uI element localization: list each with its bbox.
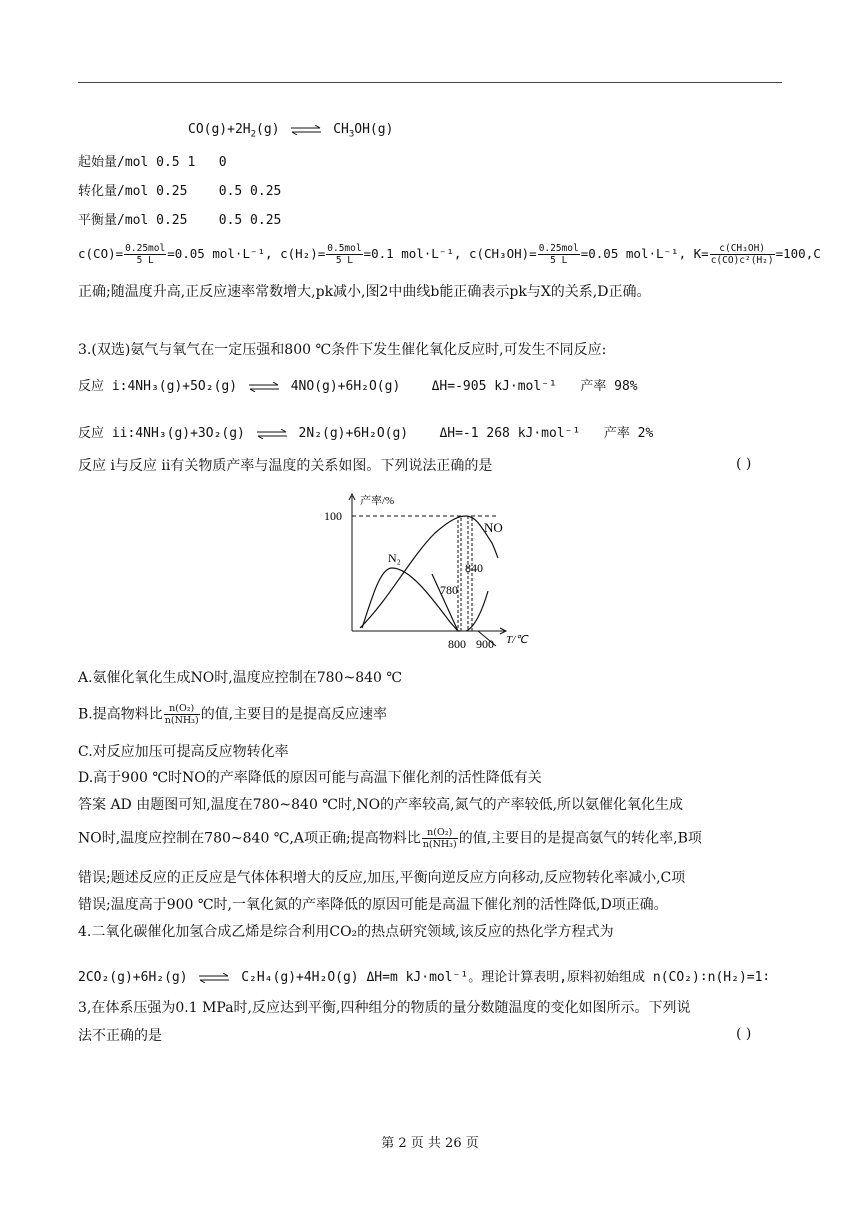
equilibrium-arrow-icon	[199, 973, 229, 983]
table-row: 平衡量/mol 0.25 0.5 0.25	[78, 213, 282, 228]
question-3-intro: 3.(双选)氨气与氧气在一定压强和800 ℃条件下发生催化氧化反应时,可发生不同反应:	[78, 342, 607, 358]
question-4-line-3: 3,在体系压强为0.1 MPa时,反应达到平衡,四种组分的物质的量分数随温度的变化如图所示。下列说	[78, 1000, 691, 1016]
label-n2: N₂	[388, 551, 401, 565]
reaction-i: 反应 i:4NH₃(g)+5O₂(g) 4NO(g)+6H₂O(g) ΔH=-905 kJ·mol⁻¹ 产率 98%	[78, 379, 638, 394]
y-axis-label: 产率/%	[360, 495, 395, 507]
page-footer: 第 2 页 共 26 页	[381, 1136, 479, 1151]
label-780: 780	[440, 583, 458, 597]
answer-blank: ( )	[736, 1026, 752, 1042]
yield-temperature-figure	[320, 488, 540, 653]
label-900: 900	[476, 637, 494, 651]
question-4-equation: 2CO₂(g)+6H₂(g) C₂H₄(g)+4H₂O(g) ΔH=m kJ·mol⁻¹。理论计算表明,原料初始组成 n(CO₂)∶n(H₂)=1∶	[78, 970, 771, 985]
label-800: 800	[448, 637, 466, 651]
option-b: B.提高物料比 $\frac{\text{n(O₂)}}{\text{n(NH₃)}}$ 的值,主要目的是提高反应速率	[78, 703, 388, 726]
n2-rise-curve	[466, 591, 488, 631]
header-rule	[78, 82, 782, 83]
label-no: NO	[484, 520, 503, 535]
paragraph-line: 正确;随温度升高,正反应速率常数增大,pk减小,图2中曲线b能正确表示pk与X的关系,D正确。	[78, 284, 651, 300]
option-a: A.氨催化氧化生成NO时,温度应控制在780~840 ℃	[78, 670, 403, 686]
answer-line-3: 错误;题述反应的正反应是气体体积增大的反应,加压,平衡向逆反应方向移动,反应物转化率减小,C项	[78, 870, 686, 886]
equilibrium-equation: $CO(g)+2H_2(g)$ $CH_3OH(g)$	[188, 122, 394, 140]
equilibrium-arrow-icon	[249, 382, 279, 392]
question-3-stem: 反应 i与反应 ii有关物质产率与温度的关系如图。下列说法正确的是	[78, 458, 493, 474]
y-tick-100: 100	[324, 509, 342, 523]
equilibrium-arrow-icon	[291, 125, 321, 135]
option-c: C.对反应加压可提高反应物转化率	[78, 744, 289, 760]
question-4-line-4: 法不正确的是	[78, 1028, 162, 1044]
concentration-calculation: c(CO)= $\frac{\text{0.25mol}}{5 L}$ =0.05 mol·L⁻¹, c(H₂)= $\frac{\text{0.5mol}}{5 L}$ =0.1 mol·L⁻¹, c(CH₃OH)= $\frac{\text{0.25mol}}{5 L}$ =0.05 mol·L⁻¹, K= $\frac{\text{c(CH₃OH)}}{\text{c(CO)c²(H₂)}}$ =100,C	[78, 243, 821, 266]
question-4-line-1: 4.二氧化碳催化加氢合成乙烯是综合利用CO₂的热点研究领域,该反应的热化学方程式为	[78, 924, 614, 940]
reaction-ii: 反应 ii:4NH₃(g)+3O₂(g) 2N₂(g)+6H₂O(g) ΔH=-1 268 kJ·mol⁻¹ 产率 2%	[78, 426, 654, 441]
answer-line-2: NO时,温度应控制在780~840 ℃,A项正确;提高物料比 $\frac{\text{n(O₂)}}{\text{n(NH₃)}}$ 的值,主要目的是提高氨气的转化率,B项	[78, 827, 702, 850]
answer-line-4: 错误;温度高于900 ℃时,一氧化氮的产率降低的原因可能是高温下催化剂的活性降低,D项正确。	[78, 897, 668, 913]
answer-line-1: 答案 AD 由题图可知,温度在780~840 ℃时,NO的产率较高,氮气的产率较低,所以氨催化氧化生成	[78, 797, 684, 813]
equilibrium-arrow-icon	[257, 429, 287, 439]
table-row: 转化量/mol 0.25 0.5 0.25	[78, 184, 282, 199]
label-840: 840	[465, 561, 483, 575]
option-d: D.高于900 ℃时NO的产率降低的原因可能与高温下催化剂的活性降低有关	[78, 770, 542, 786]
answer-blank: ( )	[736, 456, 752, 472]
x-axis-label: T/℃	[506, 634, 528, 646]
table-row: 起始量/mol 0.5 1 0	[78, 155, 227, 170]
